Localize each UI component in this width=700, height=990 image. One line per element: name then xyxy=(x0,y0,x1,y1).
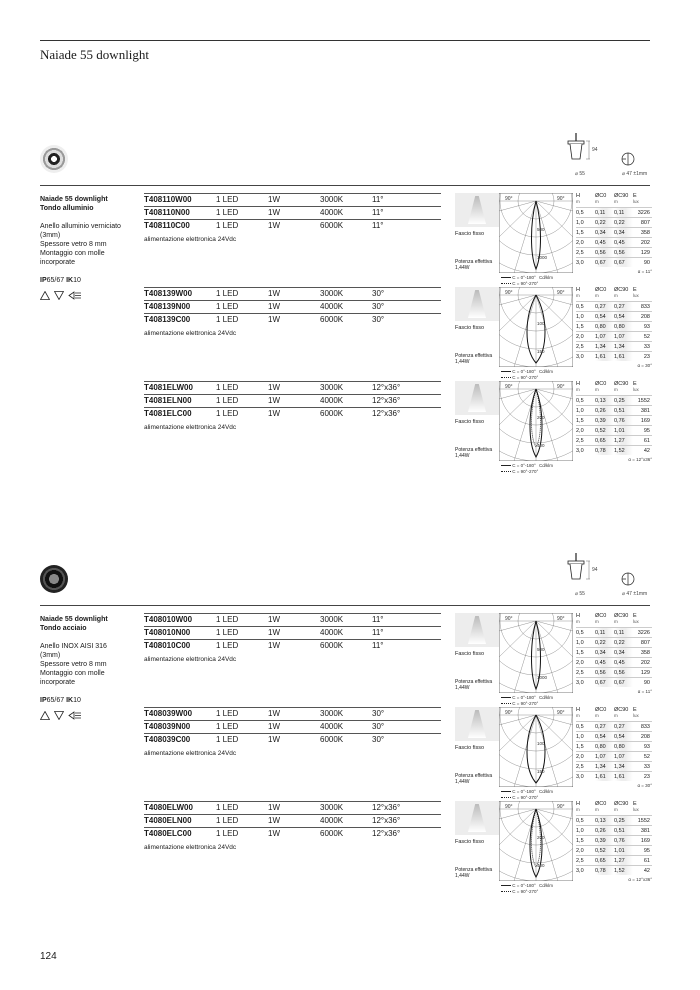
lux-row: 0,5 0,27 0,27 833 xyxy=(576,721,652,731)
table-cell: T4080ELW00 xyxy=(144,803,193,812)
product-detail-line: Montaggio con molle xyxy=(40,670,105,677)
table-cell: 12°x36° xyxy=(372,829,401,838)
lux-row: 3,0 0,67 0,67 90 xyxy=(576,677,652,687)
product-thumbnail xyxy=(40,565,68,593)
table-cell: 1 LED xyxy=(216,208,239,217)
page-number: 124 xyxy=(40,951,57,962)
table-cell: 3000K xyxy=(320,803,344,812)
lux-row: 1,5 0,39 0,76 169 xyxy=(576,835,652,845)
table-row xyxy=(144,733,441,746)
polar-left-label: 90° xyxy=(505,290,513,296)
variant-group xyxy=(144,193,654,286)
lux-row: 2,0 0,45 0,45 202 xyxy=(576,657,652,667)
supply-note: alimentazione elettronica 24Vdc xyxy=(144,236,237,243)
table-cell: 11° xyxy=(372,641,384,650)
table-cell: T408139N00 xyxy=(144,302,191,311)
variant-group xyxy=(144,801,654,894)
lux-row: 2,5 1,34 1,34 33 xyxy=(576,761,652,771)
polar-legend: C = 0°-180° C = 90°-270° xyxy=(501,789,538,801)
lux-row: 2,0 1,07 1,07 52 xyxy=(576,331,652,341)
beam-angle: α = 12°x36° xyxy=(628,877,652,882)
power-label: Potenza effettiva 1,44W xyxy=(455,773,493,785)
code-table xyxy=(144,801,441,851)
table-cell: 3000K xyxy=(320,383,344,392)
polar-diagram xyxy=(499,287,573,367)
table-cell: 1 LED xyxy=(216,396,239,405)
supply-note: alimentazione elettronica 24Vdc xyxy=(144,656,237,663)
lux-table: H m ØC0 m ØC90 m E lux 0,5 0,27 0,27 833 1,0 0,54 0,54 208 1,5 0,80 0,80 93 2,0 1,07 1,07 52 2,5 1,34 1,34 33 3,0 1,61 1,61 23 α = 30° xyxy=(576,707,652,788)
polar-ring-2: 150 xyxy=(537,769,545,774)
table-cell: 4000K xyxy=(320,396,344,405)
lux-row: 3,0 1,61 1,61 23 xyxy=(576,771,652,781)
polar-ring-1: 200 xyxy=(537,415,545,420)
beam-angle: α = 11° xyxy=(637,269,652,274)
polar-legend: C = 0°-180° C = 90°-270° xyxy=(501,463,538,475)
table-cell: 1W xyxy=(268,315,280,324)
table-cell: 12°x36° xyxy=(372,816,401,825)
beam-type: Fascio fisso xyxy=(455,325,485,331)
beam-angle: α = 11° xyxy=(637,689,652,694)
product-name: Naiade 55 downlight xyxy=(40,616,108,623)
lux-row: 0,5 0,27 0,27 833 xyxy=(576,301,652,311)
beam-type: Fascio fisso xyxy=(455,745,485,751)
table-cell: T408110C00 xyxy=(144,221,190,230)
table-cell: 1W xyxy=(268,383,280,392)
table-cell: 1 LED xyxy=(216,735,239,744)
polar-right-label: 90° xyxy=(557,290,565,296)
product-section xyxy=(0,565,700,945)
table-cell: 1 LED xyxy=(216,722,239,731)
lux-table: H m ØC0 m ØC90 m E lux 0,5 0,11 0,11 3226 1,0 0,22 0,22 807 1,5 0,34 0,34 358 2,0 0,45 0,45 202 2,5 0,56 0,56 129 3,0 0,67 0,67 90 α = 11° xyxy=(576,613,652,694)
beam-type: Fascio fisso xyxy=(455,419,485,425)
table-cell: 12°x36° xyxy=(372,396,401,405)
code-table xyxy=(144,381,441,431)
polar-left-label: 90° xyxy=(505,616,513,622)
polar-left-label: 90° xyxy=(505,710,513,716)
table-row xyxy=(144,814,441,827)
variant-group xyxy=(144,381,654,474)
table-row xyxy=(144,720,441,733)
product-subtitle: Tondo acciaio xyxy=(40,625,87,632)
table-cell: 11° xyxy=(372,628,384,637)
polar-diagram xyxy=(499,613,573,693)
table-cell: 1W xyxy=(268,709,280,718)
lux-row: 2,0 0,52 1,01 95 xyxy=(576,845,652,855)
table-cell: 1 LED xyxy=(216,829,239,838)
polar-legend: C = 0°-180° C = 90°-270° xyxy=(501,275,538,287)
ip-rating: IP65/67 IK10 xyxy=(40,277,81,284)
table-cell: 11° xyxy=(372,615,384,624)
power-label: Potenza effettiva 1,44W xyxy=(455,679,493,691)
polar-diagram xyxy=(499,193,573,273)
polar-ring-2: 1000 xyxy=(537,675,548,680)
lux-row: 0,5 0,11 0,11 3226 xyxy=(576,627,652,637)
lux-table: H m ØC0 m ØC90 m E lux 0,5 0,11 0,11 3226 1,0 0,22 0,22 807 1,5 0,34 0,34 358 2,0 0,45 0,45 202 2,5 0,56 0,56 129 3,0 0,67 0,67 90 α = 11° xyxy=(576,193,652,274)
polar-right-label: 90° xyxy=(557,196,565,202)
table-cell: 1W xyxy=(268,829,280,838)
power-label: Potenza effettiva 1,44W xyxy=(455,259,493,271)
table-cell: 1W xyxy=(268,195,280,204)
lux-row: 1,0 0,54 0,54 208 xyxy=(576,731,652,741)
table-cell: 1W xyxy=(268,641,280,650)
lux-table: H m ØC0 m ØC90 m E lux 0,5 0,13 0,25 1552 1,0 0,26 0,51 381 1,5 0,39 0,76 169 2,0 0,52 1,01 95 2,5 0,65 1,27 61 3,0 0,78 1,52 42 α = 12°x36° xyxy=(576,381,652,462)
power-label: Potenza effettiva 1,44W xyxy=(455,353,493,365)
table-cell: 30° xyxy=(372,709,385,718)
table-row xyxy=(144,300,441,313)
polar-ring-1: 500 xyxy=(537,227,545,232)
table-row xyxy=(144,394,441,407)
table-cell: 3000K xyxy=(320,289,344,298)
product-thumbnail xyxy=(40,145,68,173)
lux-row: 1,0 0,26 0,51 381 xyxy=(576,825,652,835)
table-cell: T408010C00 xyxy=(144,641,191,650)
table-cell: 6000K xyxy=(320,315,344,324)
polar-left-label: 90° xyxy=(505,196,513,202)
table-cell: T4081ELC00 xyxy=(144,409,192,418)
beam-angle: α = 12°x36° xyxy=(628,457,652,462)
page-title: Naiade 55 downlight xyxy=(40,47,150,62)
beam-icon xyxy=(455,707,499,741)
table-cell: 30° xyxy=(372,289,385,298)
table-cell: 11° xyxy=(372,221,384,230)
polar-ring-1: 100 xyxy=(537,741,545,746)
polar-legend: C = 0°-180° C = 90°-270° xyxy=(501,369,538,381)
table-cell: 4000K xyxy=(320,628,344,637)
table-cell: 1 LED xyxy=(216,289,239,298)
table-cell: 1W xyxy=(268,221,280,230)
table-row xyxy=(144,381,441,394)
diameter-label: ⌀ 55 xyxy=(575,591,585,597)
table-cell: 30° xyxy=(372,735,385,744)
table-row xyxy=(144,287,441,300)
polar-right-label: 90° xyxy=(557,616,565,622)
table-cell: T4081ELW00 xyxy=(144,383,193,392)
product-detail-line: Anello alluminio verniciato xyxy=(40,223,121,230)
table-cell: 1 LED xyxy=(216,641,239,650)
table-cell: 30° xyxy=(372,722,385,731)
ce-rating-icon xyxy=(40,291,50,300)
table-row xyxy=(144,219,441,232)
table-row xyxy=(144,626,441,639)
section-rule xyxy=(40,185,650,186)
cdklm-label: Cd/klm xyxy=(539,275,554,280)
table-cell: T408039C00 xyxy=(144,735,191,744)
table-cell: 1W xyxy=(268,803,280,812)
table-cell: 1W xyxy=(268,396,280,405)
polar-right-label: 90° xyxy=(557,804,565,810)
supply-note: alimentazione elettronica 24Vdc xyxy=(144,844,237,851)
lux-row: 2,5 0,56 0,56 129 xyxy=(576,247,652,257)
table-cell: 6000K xyxy=(320,735,344,744)
lux-row: 3,0 0,78 1,52 42 xyxy=(576,865,652,875)
table-cell: 3000K xyxy=(320,709,344,718)
cdklm-label: Cd/klm xyxy=(539,883,554,888)
polar-right-label: 90° xyxy=(557,710,565,716)
table-cell: 4000K xyxy=(320,722,344,731)
product-description xyxy=(40,195,140,300)
table-cell: T4081ELN00 xyxy=(144,396,192,405)
top-rule xyxy=(40,40,650,41)
table-cell: 12°x36° xyxy=(372,803,401,812)
lux-row: 2,5 1,34 1,34 33 xyxy=(576,341,652,351)
diameter-label: ⌀ 55 xyxy=(575,171,585,177)
beam-angle: α = 30° xyxy=(637,363,652,368)
table-row xyxy=(144,407,441,420)
table-cell: 1 LED xyxy=(216,221,239,230)
cutout-label: ⌀ 47 ±1mm xyxy=(622,171,648,177)
table-row xyxy=(144,707,441,720)
cdklm-label: Cd/klm xyxy=(539,695,554,700)
lux-table: H m ØC0 m ØC90 m E lux 0,5 0,13 0,25 1552 1,0 0,26 0,51 381 1,5 0,39 0,76 169 2,0 0,52 1,01 95 2,5 0,65 1,27 61 3,0 0,78 1,52 42 α = 12°x36° xyxy=(576,801,652,882)
table-cell: 12°x36° xyxy=(372,409,401,418)
supply-note: alimentazione elettronica 24Vdc xyxy=(144,330,237,337)
lux-row: 2,5 0,65 1,27 61 xyxy=(576,435,652,445)
power-label: Potenza effettiva 1,44W xyxy=(455,867,493,879)
table-cell: T408139C00 xyxy=(144,315,191,324)
beam-icon xyxy=(455,193,499,227)
table-cell: T408039W00 xyxy=(144,709,193,718)
table-cell: 1 LED xyxy=(216,409,239,418)
table-cell: 1 LED xyxy=(216,383,239,392)
f-rating-icon xyxy=(54,711,64,720)
cdklm-label: Cd/klm xyxy=(539,789,554,794)
code-table xyxy=(144,707,441,757)
table-cell: 11° xyxy=(372,195,384,204)
table-row xyxy=(144,206,441,219)
table-cell: 1 LED xyxy=(216,816,239,825)
table-cell: 1W xyxy=(268,409,280,418)
variant-group xyxy=(144,287,654,380)
polar-diagram xyxy=(499,707,573,787)
beam-type: Fascio fisso xyxy=(455,231,485,237)
lux-row: 2,5 0,56 0,56 129 xyxy=(576,667,652,677)
polar-ring-1: 200 xyxy=(537,835,545,840)
beam-angle: α = 30° xyxy=(637,783,652,788)
lux-row: 3,0 0,67 0,67 90 xyxy=(576,257,652,267)
lux-row: 2,5 0,65 1,27 61 xyxy=(576,855,652,865)
table-row xyxy=(144,801,441,814)
table-row xyxy=(144,827,441,840)
table-cell: 12°x36° xyxy=(372,383,401,392)
product-detail-line: (3mm) xyxy=(40,232,61,239)
lux-row: 1,0 0,26 0,51 381 xyxy=(576,405,652,415)
height-label: 94 xyxy=(592,567,598,573)
lux-row: 1,5 0,34 0,34 358 xyxy=(576,647,652,657)
table-cell: T408010W00 xyxy=(144,615,193,624)
cdklm-label: Cd/klm xyxy=(539,369,554,374)
cdklm-label: Cd/klm xyxy=(539,463,554,468)
table-cell: 6000K xyxy=(320,829,344,838)
ce-rating-icon xyxy=(40,711,50,720)
beam-type: Fascio fisso xyxy=(455,651,485,657)
table-cell: 1 LED xyxy=(216,302,239,311)
table-cell: 4000K xyxy=(320,302,344,311)
table-cell: 1W xyxy=(268,816,280,825)
product-detail-line: incorporate xyxy=(40,259,76,266)
table-cell: 1W xyxy=(268,289,280,298)
lux-row: 1,0 0,54 0,54 208 xyxy=(576,311,652,321)
table-cell: T408039N00 xyxy=(144,722,191,731)
table-cell: T4080ELN00 xyxy=(144,816,192,825)
polar-ring-1: 100 xyxy=(537,321,545,326)
variant-group xyxy=(144,613,654,706)
table-cell: 6000K xyxy=(320,641,344,650)
table-cell: 1 LED xyxy=(216,315,239,324)
beam-icon xyxy=(455,287,499,321)
product-detail-line: (3mm) xyxy=(40,652,61,659)
lux-row: 1,5 0,39 0,76 169 xyxy=(576,415,652,425)
lux-row: 1,5 0,80 0,80 93 xyxy=(576,321,652,331)
polar-right-label: 90° xyxy=(557,384,565,390)
table-cell: T408110N00 xyxy=(144,208,190,217)
polar-diagram xyxy=(499,801,573,881)
polar-left-label: 90° xyxy=(505,384,513,390)
lux-row: 2,0 1,07 1,07 52 xyxy=(576,751,652,761)
table-cell: 11° xyxy=(372,208,384,217)
table-cell: T408110W00 xyxy=(144,195,192,204)
table-cell: 1W xyxy=(268,628,280,637)
table-cell: 1W xyxy=(268,722,280,731)
supply-note: alimentazione elettronica 24Vdc xyxy=(144,750,237,757)
table-cell: 4000K xyxy=(320,816,344,825)
lux-row: 1,0 0,22 0,22 807 xyxy=(576,637,652,647)
polar-left-label: 90° xyxy=(505,804,513,810)
polar-ring-2: 1000 xyxy=(537,255,548,260)
lux-row: 0,5 0,13 0,25 1552 xyxy=(576,395,652,405)
lux-row: 1,5 0,80 0,80 93 xyxy=(576,741,652,751)
polar-legend: C = 0°-180° C = 90°-270° xyxy=(501,883,538,895)
code-table xyxy=(144,193,441,243)
polar-diagram xyxy=(499,381,573,461)
beam-icon xyxy=(455,613,499,647)
lux-table: H m ØC0 m ØC90 m E lux 0,5 0,27 0,27 833 1,0 0,54 0,54 208 1,5 0,80 0,80 93 2,0 1,07 1,07 52 2,5 1,34 1,34 33 3,0 1,61 1,61 23 α = 30° xyxy=(576,287,652,368)
code-table xyxy=(144,613,441,663)
product-detail-line: incorporate xyxy=(40,679,76,686)
section-rule xyxy=(40,605,650,606)
table-row xyxy=(144,613,441,626)
table-row xyxy=(144,313,441,326)
table-cell: T408010N00 xyxy=(144,628,191,637)
table-cell: 3000K xyxy=(320,615,344,624)
table-row xyxy=(144,639,441,652)
table-cell: 1 LED xyxy=(216,615,239,624)
product-detail-line: Spessore vetro 8 mm xyxy=(40,241,107,248)
product-detail-line: Montaggio con molle xyxy=(40,250,105,257)
polar-legend: C = 0°-180° C = 90°-270° xyxy=(501,695,538,707)
ip-rating: IP65/67 IK10 xyxy=(40,697,81,704)
product-name: Naiade 55 downlight xyxy=(40,196,108,203)
lux-row: 2,0 0,52 1,01 95 xyxy=(576,425,652,435)
class-icon xyxy=(68,291,82,300)
table-cell: 1W xyxy=(268,615,280,624)
product-section xyxy=(0,145,700,525)
table-cell: 1W xyxy=(268,208,280,217)
table-cell: 30° xyxy=(372,315,385,324)
table-cell: 1 LED xyxy=(216,195,239,204)
table-cell: 6000K xyxy=(320,409,344,418)
beam-type: Fascio fisso xyxy=(455,839,485,845)
code-table xyxy=(144,287,441,337)
table-cell: 1W xyxy=(268,735,280,744)
lux-row: 1,5 0,34 0,34 358 xyxy=(576,227,652,237)
f-rating-icon xyxy=(54,291,64,300)
table-cell: 1W xyxy=(268,302,280,311)
cutout-label: ⌀ 47 ±1mm xyxy=(622,591,648,597)
lux-row: 1,0 0,22 0,22 807 xyxy=(576,217,652,227)
beam-icon xyxy=(455,801,499,835)
table-cell: 1 LED xyxy=(216,709,239,718)
supply-note: alimentazione elettronica 24Vdc xyxy=(144,424,237,431)
lux-row: 0,5 0,13 0,25 1552 xyxy=(576,815,652,825)
table-cell: T4080ELC00 xyxy=(144,829,192,838)
class-icon xyxy=(68,711,82,720)
polar-ring-2: 400 xyxy=(537,863,545,868)
table-cell: 4000K xyxy=(320,208,344,217)
product-detail-line: Spessore vetro 8 mm xyxy=(40,661,107,668)
product-subtitle: Tondo alluminio xyxy=(40,205,94,212)
polar-ring-2: 400 xyxy=(537,443,545,448)
table-cell: 1 LED xyxy=(216,803,239,812)
table-cell: 3000K xyxy=(320,195,344,204)
polar-ring-2: 150 xyxy=(537,349,545,354)
lux-row: 0,5 0,11 0,11 3226 xyxy=(576,207,652,217)
table-cell: T408139W00 xyxy=(144,289,193,298)
table-cell: 30° xyxy=(372,302,385,311)
variant-group xyxy=(144,707,654,800)
lux-row: 2,0 0,45 0,45 202 xyxy=(576,237,652,247)
product-description xyxy=(40,615,140,720)
lux-row: 3,0 1,61 1,61 23 xyxy=(576,351,652,361)
height-label: 94 xyxy=(592,147,598,153)
table-cell: 1 LED xyxy=(216,628,239,637)
table-cell: 6000K xyxy=(320,221,344,230)
polar-ring-1: 500 xyxy=(537,647,545,652)
lux-row: 3,0 0,78 1,52 42 xyxy=(576,445,652,455)
beam-icon xyxy=(455,381,499,415)
power-label: Potenza effettiva 1,44W xyxy=(455,447,493,459)
table-row xyxy=(144,193,441,206)
product-detail-line: Anello INOX AISI 316 xyxy=(40,643,107,650)
